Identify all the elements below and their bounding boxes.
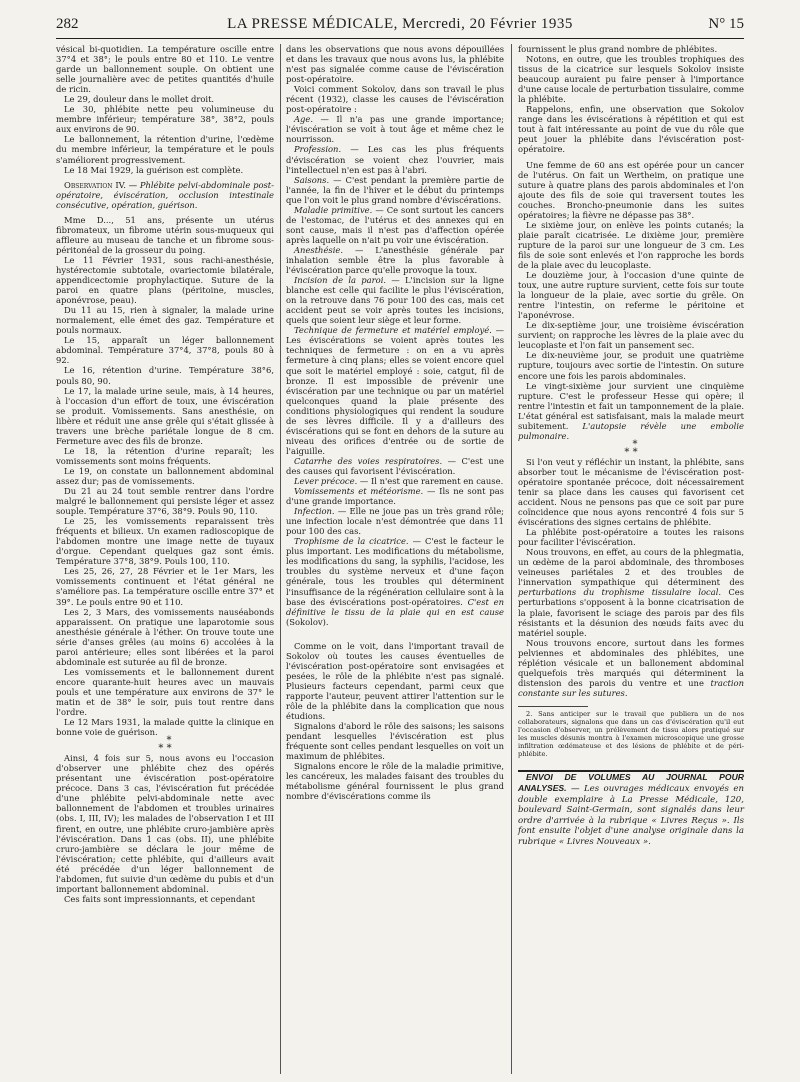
paragraph: Le 18 Mai 1929, la guérison est complète. xyxy=(64,164,244,175)
cause-heading: Profession. xyxy=(294,144,342,155)
paragraph: Si l'on veut y réfléchir un instant, la phlébite, sans absorber tout le mécanisme de l'éviscération post-opératoire spontanée précoce, doit nécessairement tenir sa place dans les causes qui favorisent cet accident. Nous ne pensons pas que ce soit par pure coïncidence que nous ayons rencontré 4 fois sur 5 éviscérations des signes certains de phlébite. xyxy=(518,456,744,528)
paragraph-emphasis: traction constante sur les sutures. xyxy=(518,677,744,698)
column-1 xyxy=(56,44,274,904)
paragraph: Les vomissements et le ballonnement durent encore quarante-huit heures avec un mauvais pouls et une température aux environs de 37° le matin et de 38° le soir, puis tout rentre dans l'ordre. xyxy=(56,666,274,718)
paragraph xyxy=(518,638,744,698)
paragraph: Le dix-septième jour, une troisième éviscération survient; on rapproche les lèvres de la plaie avec du leucoplaste et l'on fait un pansement sec. xyxy=(518,320,744,351)
cause-citation: (Sokolov). xyxy=(286,616,329,627)
cause-trophisme xyxy=(286,536,504,626)
notice-heading: ENVOI DE VOLUMES AU JOURNAL POUR ANALYSES. xyxy=(518,771,744,794)
paragraph: Ainsi, 4 fois sur 5, nous avons eu l'occasion d'observer une phlébite chez des opérés présentant une éviscération post-opératoire précoce. Dans 3 cas, l'éviscération fut précédée d'une phlébite pelvi-abdominale nette avec ballonnement de l'abdomen et troubles urinaires (obs. I, III, IV); les malades de l'observation I et III firent, en outre, une phlébite cruro-jambière après l'éviscération. Dans 1 cas (obs. II), une phlébite cruro-jambière se déclara le jour même de l'éviscération; cette phlébite, qui d'ailleurs avait été précédée d'un léger ballonnement de l'abdomen, fut suivie d'un œdème du pubis et d'un important ballonnement abdominal. xyxy=(56,753,274,894)
paragraph: Le 17, la malade urine seule, mais, à 14 heures, à l'occasion d'un effort de toux, une éviscération se produit. Vomissements. Sans anesthésie, on libère et réduit une anse grêle qui s'était glissée à travers une brèche pariétale longue de 8 cm. Fermeture avec des fils de bronze. xyxy=(56,385,274,446)
notice-text: — Les ouvrages médicaux envoyés en double exemplaire à La Presse Médicale, 120, boulevard Saint-Germain, sont signalés dans leur ordre d'arrivée à la rubrique « Livres Reçus ». Ils font ensuite l'objet d'une analyse originale dans la rubrique « Livres Nouveaux ». xyxy=(518,784,744,847)
cause-heading: Trophisme de la cicatrice. xyxy=(294,536,409,547)
journal-title: LA PRESSE MÉDICALE, Mercredi, 20 Février 1935 xyxy=(227,16,573,32)
column-3 xyxy=(518,44,744,847)
column-divider xyxy=(280,44,281,1074)
issue-number: N° 15 xyxy=(708,16,744,32)
observation-label: Observation IV. xyxy=(64,179,126,190)
paragraph-emphasis: perturbations du trophisme tissulaire local. xyxy=(518,587,722,598)
paragraph-text: Nous trouvons encore, surtout dans les formes pelviennes et abdominales des phlébites, une réplétion vésicale et un ballonement abdominal quelquefois très marqués qui déterminent la distension des parois du ventre et une xyxy=(518,637,744,688)
column-2 xyxy=(286,44,504,801)
paragraph: Le 29, douleur dans le mollet droit. xyxy=(64,94,215,105)
paragraph: Le ballonnement, la rétention d'urine, l'œdème du membre inférieur, la température et le pouls s'améliorent progressivement. xyxy=(56,134,274,165)
cause-profession xyxy=(286,144,504,174)
cause-heading: Lever précoce. xyxy=(294,476,358,487)
observation-heading xyxy=(56,180,274,210)
cause-text: — Ce sont surtout les cancers de l'estomac, de l'utérus et des annexes qui en sont cause, mais il n'est pas d'affection opérée après laquelle on n'ait pu voir une éviscération. xyxy=(286,204,504,245)
page-number: 282 xyxy=(56,16,79,32)
cause-heading: Age. xyxy=(294,114,314,125)
cause-heading: Anesthésie. xyxy=(294,244,344,255)
paragraph: Voici comment Sokolov, dans son travail le plus récent (1932), classe les causes de l'éviscération post-opératoire : xyxy=(286,84,504,115)
paragraph: Signalons d'abord le rôle des saisons; les saisons pendant lesquelles l'éviscération est plus fréquente sont celles pendant lesquelles on voit un maximum de phlébites. xyxy=(286,721,504,762)
footnote-rule xyxy=(518,706,588,707)
paragraph: Le 11 Février 1931, sous rachi-anesthésie, hystérectomie subtotale, ovariectomie bilatérale, appendicectomie prophylactique. Suture de la paroi en quatre plans (péritoine, muscles, aponévrose, peau). xyxy=(56,254,274,306)
cause-heading: Infection. xyxy=(294,506,335,517)
observation-title: — Phlébite pelvi-abdominale post-opératoire, éviscération, occlusion intestinale consécutive, opération, guérison. xyxy=(56,179,274,210)
cause-text: — Les cas les plus fréquents d'éviscération se voient chez l'ouvrier, mais l'intellectuel n'en est pas à l'abri. xyxy=(286,144,504,175)
cause-age xyxy=(286,114,504,144)
page-header xyxy=(56,16,744,39)
paragraph: Le 12 Mars 1931, la malade quitte la clinique en bonne voie de guérison. xyxy=(56,717,274,738)
paragraph: Le 19, on constate un ballonnement abdominal assez dur; pas de vomissements. xyxy=(56,465,274,486)
cause-text: — Les éviscérations se voient après toutes les techniques de fermeture : on en a vu après fermeture à cinq plans; elles se voient encore quel que soit le matériel employé : soie, catgut, fil de bronze. Il est impossible de prévenir une éviscération par une technique ou par un matériel quelconques quand la plaie présente des conditions physiologiques qui rendent la soudure de ses lèvres difficile. Il y a d'ailleurs des éviscérations qui se font en dehors de la suture au niveau des orifices d'entrée ou de sortie de l'aiguille. xyxy=(286,325,504,456)
cause-text: — Il n'est que rarement en cause. xyxy=(359,476,504,487)
section-ornament: * * * xyxy=(624,438,638,458)
paragraph: Le 18, la rétention d'urine reparaît; les vomissements sont moins fréquents. xyxy=(56,445,274,466)
cause-text: — L'incision sur la ligne blanche est celle qui facilite le plus l'éviscération, on la retrouve dans 76 pour 100 des cas, mais cet accident peut se voir après toutes les incisions, quels que soient leur siège et leur forme. xyxy=(286,275,504,326)
cause-infection xyxy=(286,506,504,536)
cause-incision xyxy=(286,275,504,325)
cause-text: — Elle ne joue pas un très grand rôle; une infection locale n'est démontrée que dans 11 pour 100 des cas. xyxy=(286,506,504,537)
paragraph: La phlébite post-opératoire a toutes les raisons pour faciliter l'éviscération. xyxy=(518,527,744,548)
column-divider xyxy=(511,44,512,1074)
paragraph-text: Nous trouvons, en effet, au cours de la phlegmatia, un œdème de la paroi abdominale, des thromboses veineuses pariétales 2 et des troubles de l'innervation sympathique qui déterminent des xyxy=(518,547,744,588)
footnote: 2. Sans anticiper sur le travail que publiera un de nos collaborateurs, signalons que dans un cas d'éviscération qu'il eut l'occasion d'observer, un prélèvement de tissu alors pratiqué sur les muscles désunis montra à l'examen microscopique une grosse infiltration œdémateuse et des lésions de phlébite et de péri-phlébite. xyxy=(518,709,744,758)
cause-text: — C'est pendant la première partie de l'année, la fin de l'hiver et le début du printemps que l'on voit le plus grand nombre d'éviscérations. xyxy=(286,174,504,205)
paragraph-emphasis: L'autopsie révèle une embolie pulmonaire. xyxy=(518,420,744,441)
paragraph: Notons, en outre, que les troubles trophiques des tissus de la cicatrice sur lesquels Sokolov insiste beaucoup auraient pu faire penser à l'importance d'une cause locale de perturbation tissulaire, comme la phlébite. xyxy=(518,54,744,105)
paragraph: Du 21 au 24 tout semble rentrer dans l'ordre malgré le ballonnement qui persiste léger et assez souple. Température 37°6, 38°9. Pouls 90, 110. xyxy=(56,486,274,517)
paragraph: Les 25, 26, 27, 28 Février et le 1er Mars, les vomissements continuent et l'état général ne s'améliore pas. La température oscille entre 37° et 39°. Le pouls entre 90 et 110. xyxy=(56,566,274,607)
notice-envoi xyxy=(518,772,744,848)
paragraph: dans les observations que nous avons dépouillées et dans les travaux que nous avons lus, la phlébite n'est pas signalée comme cause de l'éviscération post-opératoire. xyxy=(286,44,504,85)
cause-catarrhe xyxy=(286,456,504,476)
paragraph: Le sixième jour, on enlève les points cutanés; la plaie paraît cicatrisée. Le dixième jour, première rupture de la paroi sur une longueur de 3 cm. Les fils de soie sont enlevés et l'on rapproche les bords de la plaie avec du leucoplaste. xyxy=(518,219,744,270)
paragraph: Rappelons, enfin, une observation que Sokolov range dans les éviscérations à répétition et qui est tout à fait intéressante au point de vue du rôle que peut jouer la phlébite dans l'éviscération post-opératoire. xyxy=(518,104,744,155)
cause-text: — L'anesthésie générale par inhalation semble être la plus favorable à l'éviscération parce qu'elle provoque la toux. xyxy=(286,244,504,276)
paragraph: Le 15, apparaît un léger ballonnement abdominal. Température 37°4, 37°8, pouls 80 à 92. xyxy=(56,335,274,366)
paragraph: Le 16, rétention d'urine. Température 38°6, pouls 80, 90. xyxy=(56,365,274,386)
paragraph: Du 11 au 15, rien à signaler, la malade urine normalement, elle émet des gaz. Température et pouls normaux. xyxy=(56,305,274,336)
paragraph: vésical bi-quotidien. La température oscille entre 37°4 et 38°; le pouls entre 80 et 110. Le ventre garde un ballonnement souple. On obtient une selle journalière avec de petites quantités d'huile de ricin. xyxy=(56,44,274,95)
paragraph: Ces faits sont impressionnants, et cependant xyxy=(64,893,256,904)
paragraph: Une femme de 60 ans est opérée pour un cancer de l'utérus. On fait un Wertheim, on pratique une suture à quatre plans des parois abdominales et l'on ajoute des fils de soie qui traversent toutes les couches. Broncho-pneumonie dans les suites opératoires; la fièvre ne dépasse pas 38°. xyxy=(518,159,744,220)
paragraph: Signalons encore le rôle de la maladie primitive, les cancéreux, les malades faisant des troubles du métabolisme général fournissent le plus grand nombre d'éviscérations comme ils xyxy=(286,761,504,802)
section-ornament: * * * xyxy=(158,735,172,755)
paragraph: Les 2, 3 Mars, des vomissements nauséabonds apparaissent. On pratique une laparotomie sous anesthésie générale à l'éther. On trouve toute une série d'anses grêles (au moins 6) accolées à la paroi antérieure; elles sont libérées et la paroi abdominale est suturée au fil de bronze. xyxy=(56,606,274,667)
cause-text: — Ils ne sont pas d'une grande importance. xyxy=(286,486,504,507)
cause-heading: Vomissements et météorisme. xyxy=(294,486,424,497)
paragraph-text: Ces perturbations s'opposent à la bonne cicatrisation de la plaie, favorisent le sciage des parois par des fils résistants et la désunion des nœuds faits avec du matériel souple. xyxy=(518,587,744,638)
paragraph: Le dix-neuvième jour, se produit une quatrième rupture, toujours avec sortie de l'intestin. On suture encore une fois les parois abdominales. xyxy=(518,350,744,381)
paragraph xyxy=(518,381,744,441)
cause-lever xyxy=(286,476,504,486)
cause-text: — C'est une des causes qui favorisent l'éviscération. xyxy=(286,455,504,476)
paragraph: Le 30, phlébite nette peu volumineuse du membre inférieur; température 38°, 38°2, pouls aux environs de 90. xyxy=(56,104,274,135)
cause-emphasis: C'est en définitive le tissu de la plaie qui en est cause xyxy=(286,596,504,617)
paragraph: Le douzième jour, à l'occasion d'une quinte de toux, une autre rupture survient, cette fois sur toute la longueur de la plaie, avec sortie du grêle. On rentre l'intestin, on referme le péritoine et l'aponévrose. xyxy=(518,270,744,321)
cause-heading: Maladie primitive. xyxy=(294,204,373,215)
paragraph-text: Le vingt-sixième jour survient une cinquième rupture. C'est le professeur Hesse qui opère; il rentre l'intestin et fait un tamponnement de la plaie. L'état général est satisfaisant, mais la malade meurt subitement. xyxy=(518,380,744,431)
cause-heading: Technique de fermeture et matériel employé. xyxy=(294,325,492,336)
paragraph: Mme D..., 51 ans, présente un utérus fibromateux, un fibrome utérin sous-muqueux qui affleure au museau de tanche et un fibrome sous-péritonéal de la grosseur du poing. xyxy=(56,214,274,255)
paragraph: Le 25, les vomissements reparaissent très fréquents et bilieux. Un examen radioscopique de l'abdomen montre une image nette de tuyaux d'orgue. Cependant quelques gaz sont émis. Température 37°8, 38°9. Pouls 100, 110. xyxy=(56,516,274,567)
cause-text: — C'est le facteur le plus important. Les modifications du métabolisme, les modifications du sang, la syphilis, l'acidose, les troubles du système nerveux et d'une façon générale, tous les troubles qui déterminent l'insuffisance de la régénération cellulaire sont à la base des éviscérations post-opératoires. xyxy=(286,536,504,607)
cause-saisons xyxy=(286,175,504,205)
cause-vomissements xyxy=(286,486,504,506)
cause-heading: Catarrhe des voies respiratoires. xyxy=(294,455,443,466)
paragraph: fournissent le plus grand nombre de phlébites. xyxy=(518,44,718,54)
cause-technique xyxy=(286,325,504,456)
cause-maladie xyxy=(286,205,504,245)
paragraph: Comme on le voit, dans l'important travail de Sokolov où toutes les causes éventuelles de l'éviscération post-opératoire sont envisagées et pesées, le rôle de la phlébite n'est pas signalé. Plusieurs facteurs cependant, parmi ceux que rapporte l'auteur, peuvent attirer l'attention sur le rôle de la phlébite dans la complication que nous étudions. xyxy=(286,640,504,722)
cause-anesthesie xyxy=(286,245,504,275)
paragraph xyxy=(518,547,744,637)
cause-heading: Incision de la paroi. xyxy=(294,275,387,286)
cause-text: — Il n'a pas une grande importance; l'éviscération se voit à tout âge et même chez le nourrisson. xyxy=(286,114,504,145)
cause-heading: Saisons. xyxy=(294,174,330,185)
